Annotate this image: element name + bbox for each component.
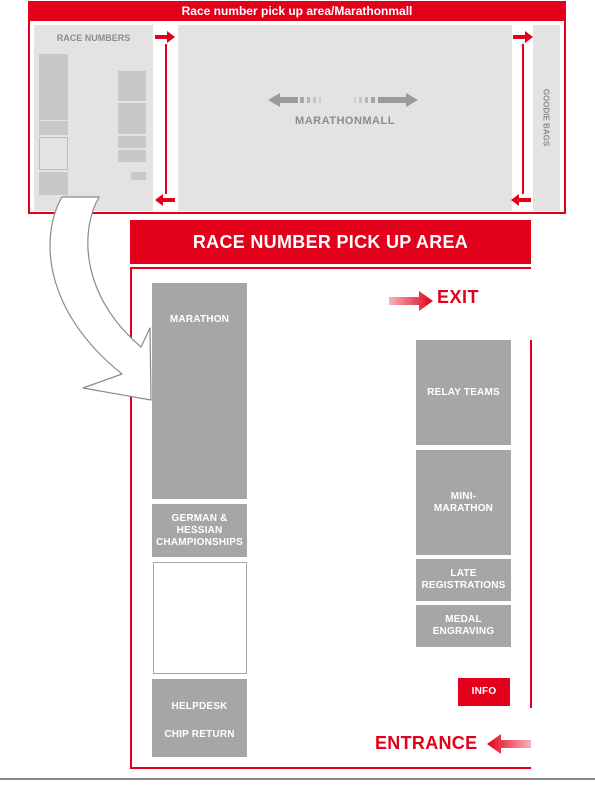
- late-registrations-line1: LATE: [450, 568, 477, 579]
- race-number-booth: [118, 103, 146, 134]
- overview-title-bar: [28, 1, 566, 21]
- race-number-booth: [39, 54, 68, 120]
- arrow-right-icon: [155, 31, 175, 43]
- footer-divider: [0, 778, 595, 780]
- curved-arrow-icon: [40, 190, 170, 410]
- medal-engraving-line2: ENGRAVING: [432, 626, 495, 637]
- championships-line1: GERMAN &: [171, 512, 228, 524]
- info-label: INFO: [471, 686, 497, 697]
- chip-return-label: CHIP RETURN: [164, 729, 235, 740]
- area-border-right: [530, 340, 532, 708]
- flow-line: [522, 44, 524, 194]
- helpdesk-booth: [152, 679, 247, 757]
- pickup-banner: [130, 220, 531, 264]
- entrance-label: ENTRANCE: [375, 733, 478, 753]
- marathon-label: MARATHON: [169, 314, 230, 325]
- medal-engraving-line1: MEDAL: [445, 614, 482, 625]
- overview-title: Race number pick up area/Marathonmall: [181, 4, 413, 18]
- exit-arrow-icon: [389, 291, 433, 311]
- entrance-arrow-icon: [487, 734, 531, 754]
- championships-line2: HESSIAN: [176, 524, 223, 536]
- race-numbers-label: RACE NUMBERS: [56, 33, 131, 43]
- championships-booth: [152, 504, 247, 557]
- empty-booth: [153, 562, 247, 674]
- flow-line: [165, 44, 167, 194]
- arrow-left-icon: [511, 194, 531, 206]
- race-number-booth: [118, 136, 146, 148]
- exit-label: EXIT: [437, 287, 480, 307]
- medal-engraving-booth: [416, 605, 511, 647]
- race-number-booth: [131, 172, 146, 180]
- marathonmall-label: MARATHONMALL: [295, 115, 395, 127]
- mini-marathon-line1: MINI-: [450, 490, 477, 502]
- pickup-banner-title: RACE NUMBER PICK UP AREA: [192, 231, 469, 252]
- race-number-booth: [39, 137, 68, 170]
- area-border-bottom: [130, 767, 531, 769]
- race-number-booth: [118, 150, 146, 162]
- race-number-booth: [118, 71, 146, 101]
- goodie-bags-label: GOODIE BAGS: [541, 88, 551, 147]
- info-booth: [458, 678, 510, 706]
- late-registrations-booth: [416, 559, 511, 601]
- mini-marathon-line2: MARATHON: [433, 502, 494, 514]
- late-registrations-line2: REGISTRATIONS: [421, 580, 506, 591]
- double-arrow-icon: [268, 92, 418, 108]
- arrow-right-icon: [513, 31, 533, 43]
- race-number-booth: [39, 121, 68, 135]
- relay-teams-booth: [416, 340, 511, 445]
- championships-line3: CHAMPIONSHIPS: [155, 536, 244, 548]
- mini-marathon-booth: [416, 450, 511, 555]
- relay-teams-label: RELAY TEAMS: [427, 386, 500, 398]
- helpdesk-label: HELPDESK: [171, 701, 228, 712]
- area-border-top: [130, 267, 531, 269]
